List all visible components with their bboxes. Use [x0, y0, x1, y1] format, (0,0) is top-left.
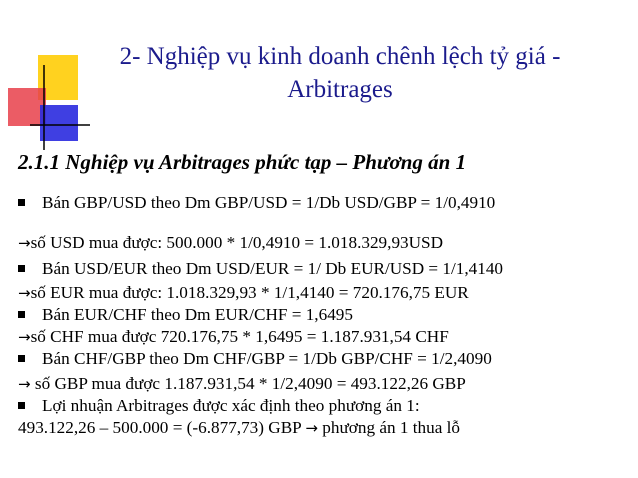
content-line — [18, 395, 420, 417]
content-line — [18, 258, 503, 280]
content-line — [18, 348, 492, 370]
arrow-right-icon: → — [18, 234, 31, 252]
slide-title — [60, 40, 620, 106]
content-line — [18, 282, 469, 304]
line-text: số GBP mua được 1.187.931,54 * 1/2,4090 = 493.122,26 GBP — [30, 374, 466, 393]
content-line — [18, 304, 353, 326]
line-text: Bán GBP/USD theo Dm GBP/USD = 1/Db USD/GBP = 1/0,4910 — [42, 193, 496, 212]
bullet-square-icon — [18, 311, 25, 318]
line-text: số CHF mua được 720.176,75 * 1,6495 = 1.187.931,54 CHF — [30, 327, 449, 346]
content-line — [18, 373, 466, 395]
line-text: số EUR mua được: 1.018.329,93 * 1/1,4140 = 720.176,75 EUR — [30, 283, 469, 302]
content-line — [18, 417, 460, 439]
line-text: Bán USD/EUR theo Dm USD/EUR = 1/ Db EUR/USD = 1/1,4140 — [42, 259, 504, 278]
bullet-square-icon — [18, 355, 25, 362]
bullet-square-icon — [18, 402, 25, 409]
content-line — [18, 192, 495, 214]
bullet-square-icon — [18, 265, 25, 272]
line-text: số USD mua được: 500.000 * 1/0,4910 = 1.018.329,93USD — [30, 233, 444, 252]
content-line — [18, 232, 443, 254]
line-text: Bán EUR/CHF theo Dm EUR/CHF = 1,6495 — [42, 305, 353, 324]
line-text: Bán CHF/GBP theo Dm CHF/GBP = 1/Db GBP/CHF = 1/2,4090 — [42, 349, 492, 368]
line-tail-text: phương án 1 thua lỗ — [317, 418, 461, 437]
arrow-right-icon: → — [305, 419, 318, 437]
content-line — [18, 326, 449, 348]
arrow-right-icon: → — [18, 284, 31, 302]
section-heading: 2.1.1 Nghiệp vụ Arbitrages phức tạp – Phương án 1 — [18, 150, 467, 174]
title-line-1: 2- Nghiệp vụ kinh doanh chênh lệch tỷ giá - — [119, 43, 561, 70]
line-text: 493.122,26 – 500.000 = (-6.877,73) GBP — [18, 418, 306, 437]
title-line-2: Arbitrages — [287, 76, 393, 103]
line-text: Lợi nhuận Arbitrages được xác định theo phương án 1: — [42, 396, 420, 415]
arrow-right-icon: → — [18, 375, 31, 393]
bullet-square-icon — [18, 199, 25, 206]
blue-square — [40, 105, 78, 141]
arrow-right-icon: → — [18, 328, 31, 346]
